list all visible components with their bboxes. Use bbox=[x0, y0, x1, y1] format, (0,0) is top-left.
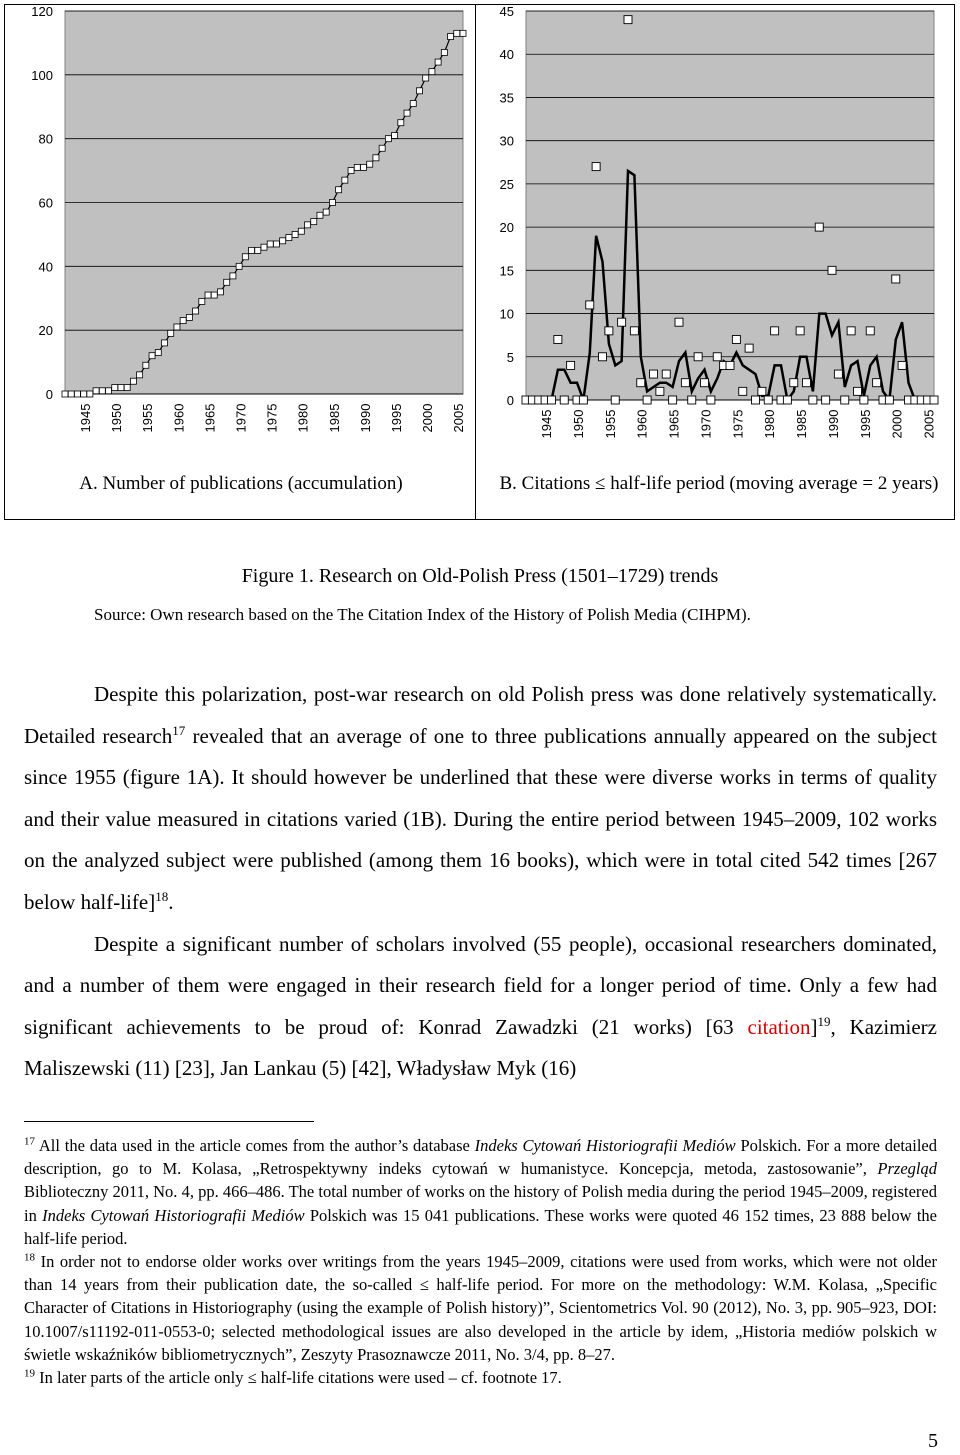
data-point bbox=[361, 164, 367, 170]
data-point bbox=[392, 132, 398, 138]
figure-1a-cell bbox=[4, 4, 476, 520]
data-point bbox=[249, 247, 255, 253]
footnote-ref-19: 19 bbox=[817, 1013, 831, 1029]
data-point bbox=[168, 330, 174, 336]
footnote-num-18: 18 bbox=[24, 1251, 35, 1264]
x-tick-label: 2000 bbox=[420, 403, 436, 433]
data-point bbox=[404, 110, 410, 116]
data-point bbox=[637, 379, 645, 387]
p2-text-c: , Kazimierz Maliszewski (11) [23], Jan Lankau (5) [42], Władysław Myk (16) bbox=[24, 1014, 937, 1081]
fn17-d: Polskich was 15 041 publications. These works were quoted 46 152 times, 23 888 below the half-life period. bbox=[24, 1205, 937, 1248]
data-point bbox=[286, 235, 292, 241]
x-tick-label: 1975 bbox=[730, 409, 746, 439]
y-tick-label: 5 bbox=[506, 349, 514, 365]
y-tick-label: 0 bbox=[45, 387, 53, 402]
data-point bbox=[803, 379, 811, 387]
data-point bbox=[162, 340, 168, 346]
chart-citations-half-life bbox=[476, 5, 956, 465]
figure-title: Figure 1. Research on Old-Polish Press (1501–1729) trends bbox=[241, 565, 719, 587]
data-point bbox=[155, 350, 161, 356]
x-tick-label: 1980 bbox=[762, 409, 778, 439]
data-point bbox=[329, 200, 335, 206]
data-point bbox=[567, 361, 575, 369]
data-point bbox=[930, 396, 938, 404]
p1-text-a: Despite this polarization, post-war research on old Polish press was done relatively systematically. Detailed research bbox=[24, 682, 937, 748]
data-point bbox=[323, 209, 329, 215]
y-tick-label: 20 bbox=[38, 323, 53, 339]
data-point bbox=[336, 187, 342, 193]
data-point bbox=[429, 69, 435, 75]
data-point bbox=[385, 136, 391, 142]
y-tick-label: 30 bbox=[499, 133, 514, 149]
fn17-a: All the data used in the article comes from the author’s database bbox=[35, 1136, 475, 1155]
data-point bbox=[124, 385, 130, 391]
data-point bbox=[305, 222, 311, 228]
y-tick-label: 15 bbox=[499, 263, 514, 279]
footnote-19 bbox=[24, 1366, 937, 1389]
data-point bbox=[448, 34, 454, 40]
data-point bbox=[87, 391, 93, 397]
data-point bbox=[62, 391, 68, 397]
x-tick-label: 2005 bbox=[451, 403, 467, 433]
data-point bbox=[707, 396, 715, 404]
y-tick-label: 25 bbox=[499, 176, 514, 192]
footnote-num-17: 17 bbox=[24, 1135, 35, 1148]
data-point bbox=[694, 353, 702, 361]
data-point bbox=[106, 388, 112, 394]
data-point bbox=[892, 275, 900, 283]
data-point bbox=[174, 324, 180, 330]
data-point bbox=[137, 372, 143, 378]
footnote-ref-17: 17 bbox=[172, 722, 186, 738]
data-point bbox=[847, 327, 855, 335]
x-tick-label: 1955 bbox=[602, 409, 618, 439]
data-point bbox=[217, 289, 223, 295]
figure-source: Source: Own research based on the The Citation Index of the History of Polish Media (CIHPM). bbox=[94, 605, 751, 624]
data-point bbox=[118, 385, 124, 391]
x-tick-label: 1960 bbox=[171, 403, 187, 433]
y-tick-label: 80 bbox=[38, 131, 53, 147]
fn17-italic-2: Przegląd bbox=[877, 1159, 937, 1179]
data-point bbox=[112, 385, 118, 391]
x-tick-label: 2005 bbox=[921, 409, 937, 439]
plot-area bbox=[526, 11, 934, 400]
data-point bbox=[841, 396, 849, 404]
data-point bbox=[435, 59, 441, 65]
data-point bbox=[68, 391, 74, 397]
footnote-ref-18: 18 bbox=[155, 888, 169, 904]
x-tick-label: 1985 bbox=[794, 409, 809, 439]
data-point bbox=[618, 318, 626, 326]
data-point bbox=[81, 391, 87, 397]
chart-publications-accumulation bbox=[5, 5, 477, 465]
data-point bbox=[211, 292, 217, 298]
data-point bbox=[441, 49, 447, 55]
paragraph-1 bbox=[24, 674, 937, 924]
x-tick-label: 1965 bbox=[666, 409, 682, 439]
data-point bbox=[367, 161, 373, 167]
data-point bbox=[771, 327, 779, 335]
data-point bbox=[790, 379, 798, 387]
data-point bbox=[662, 370, 670, 378]
data-point bbox=[554, 335, 562, 343]
p2-text-b: ] bbox=[810, 1014, 818, 1039]
data-point bbox=[379, 145, 385, 151]
data-point bbox=[236, 263, 242, 269]
data-point bbox=[273, 241, 279, 247]
data-point bbox=[99, 388, 105, 394]
y-tick-label: 120 bbox=[31, 5, 53, 19]
page-number: 5 bbox=[928, 1430, 938, 1452]
data-point bbox=[560, 396, 568, 404]
data-point bbox=[460, 30, 466, 36]
data-point bbox=[423, 75, 429, 81]
fn17-italic-3: Indeks Cytowań Historiografii Mediów bbox=[42, 1205, 305, 1225]
figure-1-table bbox=[4, 4, 954, 520]
x-tick-label: 1975 bbox=[264, 403, 280, 433]
data-point bbox=[180, 318, 186, 324]
data-point bbox=[149, 353, 155, 359]
data-point bbox=[758, 387, 766, 395]
fn17-b: Polskich. For a more detailed description, go to M. Kolasa, „Retrospektywny indeks cytowań w humanistyce. Koncepcja, metoda, zastosowanie”, bbox=[24, 1136, 937, 1179]
y-tick-label: 0 bbox=[506, 393, 514, 408]
body-text bbox=[24, 674, 937, 1090]
data-point bbox=[624, 16, 632, 24]
data-point bbox=[611, 396, 619, 404]
y-tick-label: 100 bbox=[31, 67, 53, 83]
data-point bbox=[599, 353, 607, 361]
data-point bbox=[605, 327, 613, 335]
x-tick-label: 1950 bbox=[570, 409, 586, 439]
data-point bbox=[311, 219, 317, 225]
data-point bbox=[298, 228, 304, 234]
data-point bbox=[866, 327, 874, 335]
x-tick-label: 1965 bbox=[202, 403, 218, 433]
data-point bbox=[267, 241, 273, 247]
x-tick-label: 1990 bbox=[825, 409, 841, 439]
x-tick-label: 1985 bbox=[326, 403, 342, 433]
data-point bbox=[726, 361, 734, 369]
fn19-a: In later parts of the article only ≤ half-life citations were used – cf. footnote 17. bbox=[35, 1368, 562, 1388]
data-point bbox=[809, 396, 817, 404]
y-tick-label: 10 bbox=[499, 306, 514, 322]
data-point bbox=[93, 388, 99, 394]
data-point bbox=[854, 387, 862, 395]
x-tick-label: 1945 bbox=[539, 409, 554, 439]
paragraph-2 bbox=[24, 924, 937, 1090]
data-point bbox=[193, 308, 199, 314]
x-tick-label: 2000 bbox=[889, 409, 905, 439]
data-point bbox=[752, 396, 760, 404]
y-tick-label: 45 bbox=[499, 5, 514, 19]
x-tick-label: 1990 bbox=[357, 403, 373, 433]
data-point bbox=[650, 370, 658, 378]
x-tick-label: 1995 bbox=[388, 403, 404, 433]
data-point bbox=[815, 223, 823, 231]
data-point bbox=[199, 298, 205, 304]
data-point bbox=[410, 101, 416, 107]
x-tick-label: 1950 bbox=[109, 403, 125, 433]
caption-a: A. Number of publications (accumulation) bbox=[79, 473, 403, 494]
data-point bbox=[656, 387, 664, 395]
caption-b: B. Citations ≤ half-life period (moving average = 2 years) bbox=[499, 473, 939, 494]
data-point bbox=[592, 163, 600, 171]
fn18-a: In order not to endorse older works over writings from the years 1945–2009, citations were used from works, which were not older than 14 years from their publication date, the so-called ≤ half-life period. For more on the methodology: W.M. Kolasa, „Specific Character of Citations in Historiography (using the example of Polish history)”, Scientometrics Vol. 90 (2012), No. 3, pp. 905–923, DOI: 10.1007/s11192-011-0553-0; selected methodological issues are also developed in the article by idem, „Historia mediów polskich w świetle wskaźników bibliometrycznych”, Zeszyty Prasoznawcze 2011, No. 3/4, pp. 8–27. bbox=[24, 1252, 937, 1364]
data-point bbox=[713, 353, 721, 361]
data-point bbox=[74, 391, 80, 397]
data-point bbox=[548, 396, 556, 404]
data-point bbox=[261, 244, 267, 250]
y-tick-label: 40 bbox=[38, 259, 53, 275]
highlighted-word: citation bbox=[747, 1014, 811, 1039]
data-point bbox=[186, 314, 192, 320]
figure-1b-cell bbox=[475, 4, 955, 520]
data-point bbox=[822, 396, 830, 404]
data-point bbox=[860, 396, 868, 404]
footnote-separator bbox=[24, 1121, 314, 1122]
data-point bbox=[292, 231, 298, 237]
y-tick-label: 35 bbox=[499, 90, 514, 106]
data-point bbox=[454, 30, 460, 36]
x-tick-label: 1955 bbox=[140, 403, 156, 433]
data-point bbox=[130, 378, 136, 384]
data-point bbox=[675, 318, 683, 326]
x-tick-label: 1995 bbox=[857, 409, 873, 439]
data-point bbox=[242, 254, 248, 260]
data-point bbox=[280, 238, 286, 244]
data-point bbox=[898, 361, 906, 369]
x-tick-label: 1970 bbox=[233, 403, 249, 433]
data-point bbox=[630, 327, 638, 335]
data-point bbox=[828, 266, 836, 274]
data-point bbox=[796, 327, 804, 335]
footnote-num-19: 19 bbox=[24, 1367, 35, 1380]
data-point bbox=[317, 212, 323, 218]
fn17-c: Biblioteczny 2011, No. 4, pp. 466–486. The total number of works on the history of Polish media during the period 1945–2009, registered in bbox=[24, 1182, 937, 1225]
data-point bbox=[834, 370, 842, 378]
y-tick-label: 40 bbox=[499, 47, 514, 63]
data-point bbox=[586, 301, 594, 309]
p1-text-c: . bbox=[168, 889, 174, 914]
data-point bbox=[342, 177, 348, 183]
data-point bbox=[764, 396, 772, 404]
data-point bbox=[354, 164, 360, 170]
footnote-18 bbox=[24, 1250, 937, 1366]
data-point bbox=[732, 335, 740, 343]
footnote-17 bbox=[24, 1134, 937, 1250]
data-point bbox=[205, 292, 211, 298]
data-point bbox=[873, 379, 881, 387]
x-tick-label: 1970 bbox=[698, 409, 714, 439]
data-point bbox=[669, 396, 677, 404]
footnotes bbox=[24, 1134, 937, 1389]
data-point bbox=[224, 279, 230, 285]
data-point bbox=[681, 379, 689, 387]
x-tick-label: 1960 bbox=[634, 409, 650, 439]
data-point bbox=[783, 396, 791, 404]
y-tick-label: 60 bbox=[38, 195, 53, 211]
data-point bbox=[701, 379, 709, 387]
p1-text-b: revealed that an average of one to three publications annually appeared on the subject since 1955 (figure 1A). It should however be underlined that these were diverse works in terms of quality and their value measured in citations varied (1B). During the entire period between 1945–2009, 102 works on the analyzed subject were published (among them 16 books), which were in total cited 542 times [267 below half-life] bbox=[24, 723, 937, 914]
p2-text-a: Despite a significant number of scholars involved (55 people), occasional researchers dominated, and a number of them were engaged in their research field for a longer period of time. Only a few had significant achievements to be proud of: Konrad Zawadzki (21 works) [63 bbox=[24, 931, 937, 1039]
data-point bbox=[143, 362, 149, 368]
data-point bbox=[398, 120, 404, 126]
x-tick-label: 1945 bbox=[78, 403, 93, 433]
data-point bbox=[373, 155, 379, 161]
fn17-italic-1: Indeks Cytowań Historiografii Mediów bbox=[474, 1136, 736, 1155]
data-point bbox=[255, 247, 261, 253]
data-point bbox=[643, 396, 651, 404]
data-point bbox=[579, 396, 587, 404]
data-point bbox=[348, 168, 354, 174]
data-point bbox=[745, 344, 753, 352]
data-point bbox=[416, 88, 422, 94]
y-tick-label: 20 bbox=[499, 220, 514, 236]
data-point bbox=[885, 396, 893, 404]
data-point bbox=[230, 273, 236, 279]
data-point bbox=[739, 387, 747, 395]
data-point bbox=[688, 396, 696, 404]
x-tick-label: 1980 bbox=[295, 403, 311, 433]
